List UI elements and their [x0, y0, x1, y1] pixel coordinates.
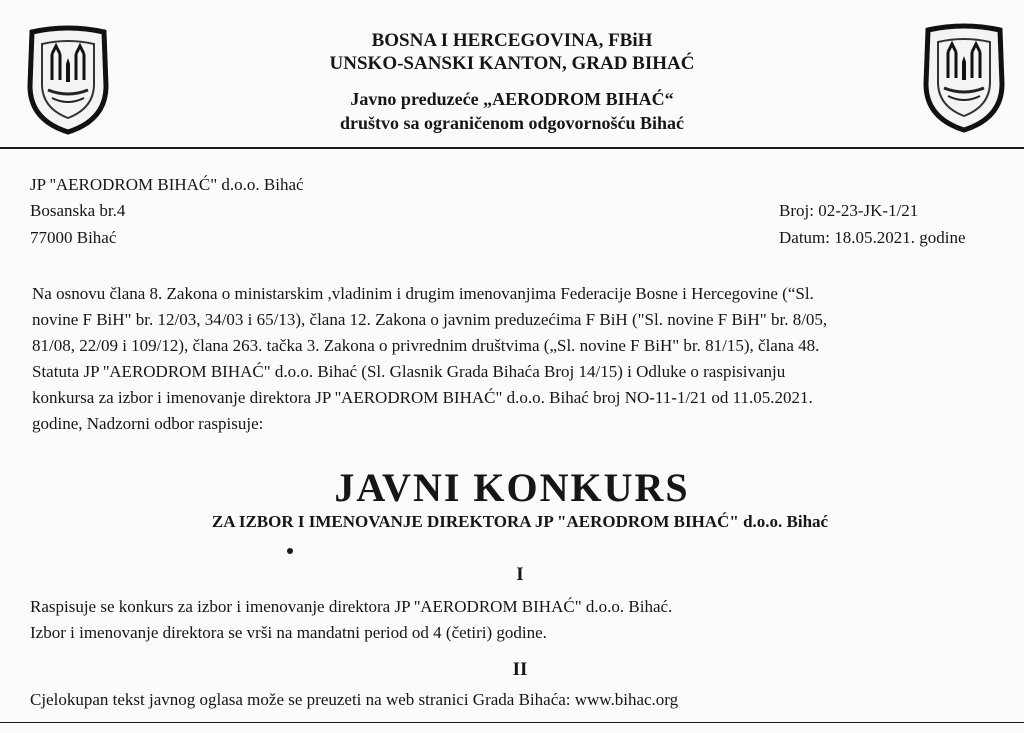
preamble-line: novine F BiH" br. 12/03, 34/03 i 65/13), člana 12. Zakona o javnim preduzećima F BiH ("Sl. novine F BiH" br. 8/05, [32, 310, 828, 329]
section-1-numeral: I [516, 564, 524, 585]
preamble-line: godine, Nadzorni odbor raspisuje: [32, 414, 264, 433]
notice-title: JAVNI KONKURS [334, 465, 690, 510]
section-1-line: Raspisuje se konkurs za izbor i imenovanje direktora JP ''AERODROM BIHAĆ" d.o.o. Bihać. [30, 597, 673, 616]
header-divider [0, 147, 1024, 149]
preamble-line: Statuta JP ''AERODROM BIHAĆ" d.o.o. Bihać (Sl. Glasnik Grada Bihaća Broj 14/15) i Odluke o raspisivanju [32, 362, 786, 381]
stray-dot [287, 548, 293, 554]
header-canton-city: UNSKO-SANSKI KANTON, GRAD BIHAĆ [329, 53, 695, 74]
document-number: Broj: 02-23-JK-1/21 [779, 201, 919, 220]
preamble-line: Na osnovu člana 8. Zakona o ministarskim ,vladinim i drugim imenovanjima Federacije Bosne i Hercegovine (“Sl. [32, 284, 814, 303]
notice-subtitle: ZA IZBOR I IMENOVANJE DIREKTORA JP "AERODROM BIHAĆ" d.o.o. Bihać [211, 512, 829, 531]
sender-name: JP ''AERODROM BIHAĆ" d.o.o. Bihać [30, 175, 304, 194]
section-2-numeral: II [512, 659, 528, 680]
section-2-line: Cjelokupan tekst javnog oglasa može se preuzeti na web stranici Grada Bihaća: www.bihac.org [30, 690, 679, 709]
sender-street: Bosanska br.4 [30, 201, 126, 220]
header-country: BOSNA I HERCEGOVINA, FBiH [371, 30, 653, 51]
footer-divider [0, 722, 1024, 723]
preamble-line: konkursa za izbor i imenovanje direktora JP ''AERODROM BIHAĆ" d.o.o. Bihać broj NO-11-1/21 od 11.05.2021. [32, 388, 813, 407]
section-1-line: Izbor i imenovanje direktora se vrši na mandatni period od 4 (četiri) godine. [30, 623, 547, 642]
document-date: Datum: 18.05.2021. godine [779, 228, 966, 247]
header-company: Javno preduzeće „AERODROM BIHAĆ“ [350, 89, 674, 109]
header-company-type: društvo sa ograničenom odgovornošću Bihać [339, 113, 685, 133]
preamble-line: 81/08, 22/09 i 109/12), člana 263. tačka 3. Zakona o privrednim društvima („Sl. novine F BiH" br. 81/15), člana 48. [32, 336, 820, 355]
sender-city: 77000 Bihać [30, 228, 117, 247]
